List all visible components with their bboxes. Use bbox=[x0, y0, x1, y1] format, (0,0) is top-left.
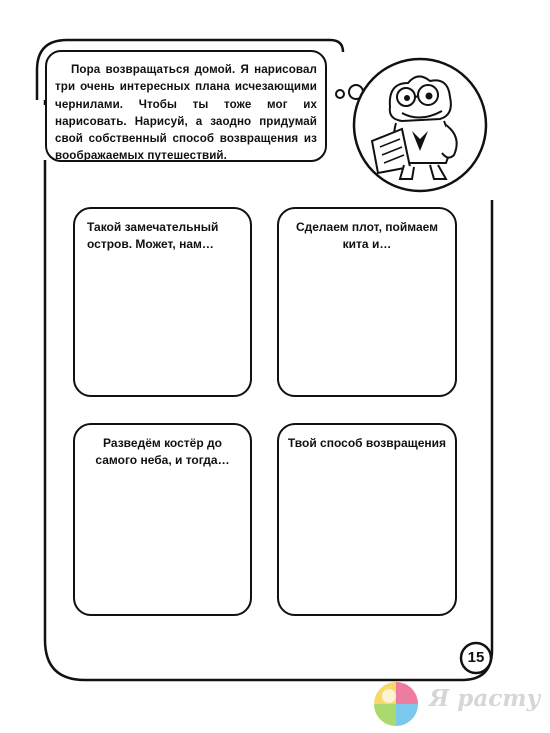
panel-bonfire-title: Разведём костёр до самого неба, и тогда… bbox=[95, 436, 230, 467]
panel-raft-title: Сделаем плот, поймаем кита и… bbox=[295, 220, 439, 251]
panel-island-title: Такой замечательный остров. Может, нам… bbox=[87, 220, 219, 251]
intro-text: Пора возвращаться домой. Я нарисовал три очень интересных плана исчезающими чернилами. Чтобы ты тоже мог их нарисовать. Нарисуй, а заодно придумай свой собственный способ возвращения из воображаемых путешествий. bbox=[55, 63, 317, 163]
drawing-panel-island bbox=[73, 207, 252, 397]
beach-ball-logo-icon bbox=[372, 680, 420, 728]
page-number: 15 bbox=[467, 649, 485, 666]
drawing-panel-own-way bbox=[277, 423, 457, 616]
drawing-panel-bonfire bbox=[73, 423, 252, 616]
watermark-text: Я расту bbox=[429, 685, 541, 712]
intro-speech-bubble bbox=[45, 50, 327, 162]
frog-mascot-illustration bbox=[350, 55, 490, 195]
drawing-panel-raft bbox=[277, 207, 457, 397]
panel-own-way-title: Твой способ возвращения bbox=[287, 436, 447, 450]
